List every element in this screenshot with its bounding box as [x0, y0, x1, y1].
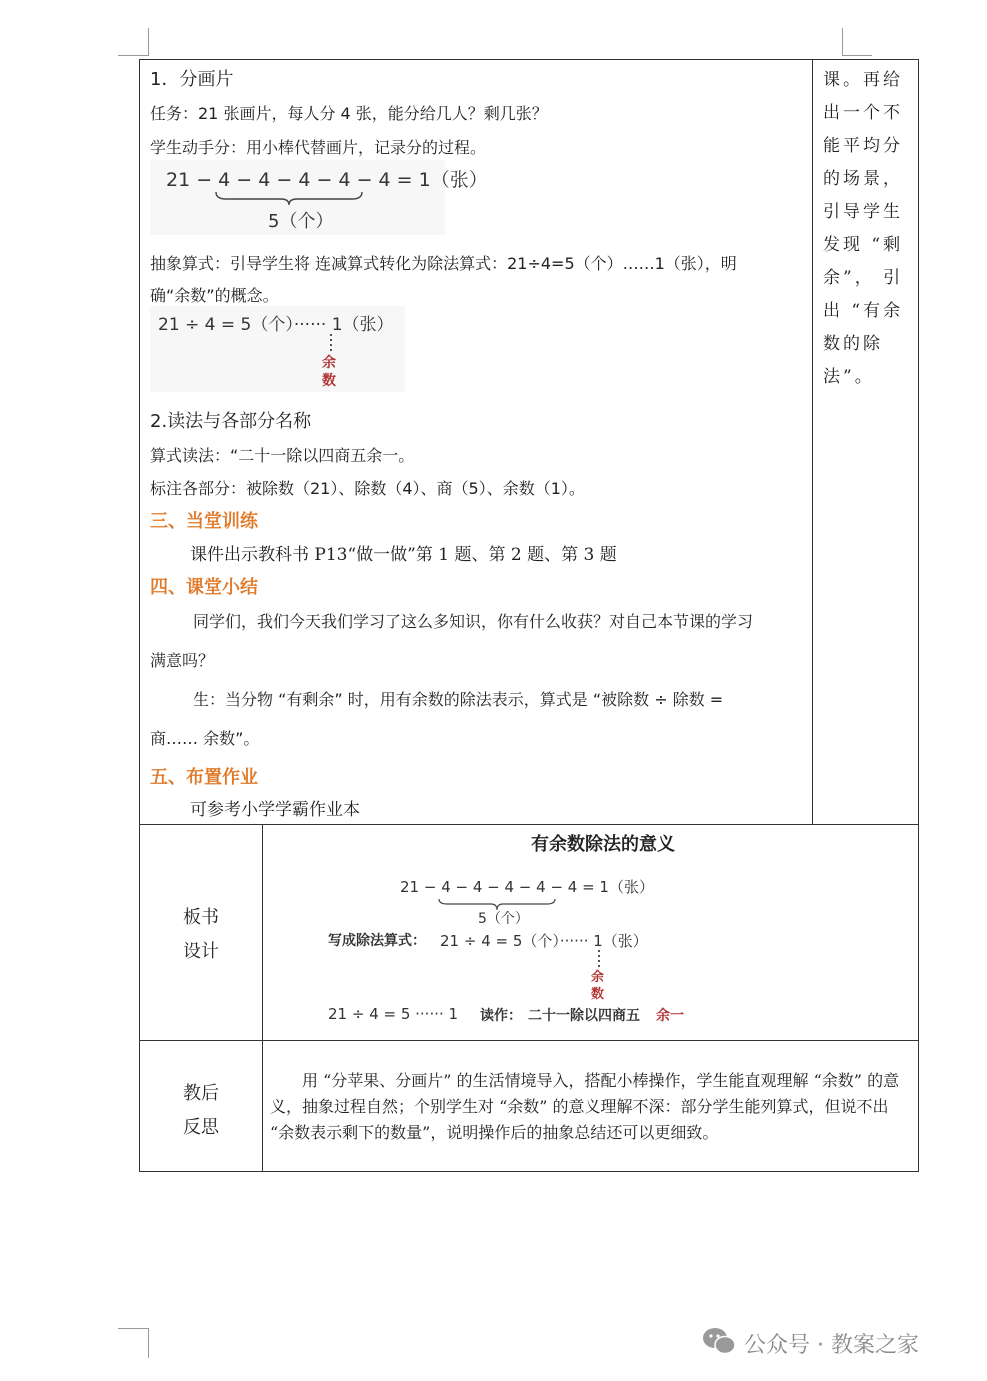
board-title: 有余数除法的意义 [531, 834, 675, 855]
practice-text: 课件出示教科书 P13“做一做”第 1 题、第 2 题、第 3 题 [190, 545, 617, 565]
side-note-line: 出 “有余 [823, 301, 904, 321]
board-short-formula: 21 ÷ 4 = 5 ······ 1 [328, 1005, 459, 1023]
summary-text: 生：当分物 “有剩余” 时，用有余数的除法表示，算式是 “被除数 ÷ 除数 = [193, 690, 724, 709]
board-remainder-label: 数 [591, 987, 605, 1002]
summary-text: 商…… 余数”。 [150, 729, 260, 748]
homework-text: 可参考小学学霸作业本 [190, 800, 360, 820]
abstract-text: 抽象算式：引导学生将 连减算式转化为除法算式：21÷4=5（个）……1（张），明 [150, 254, 737, 273]
wechat-icon [702, 1326, 736, 1356]
crop-mark [842, 28, 843, 56]
section-heading: 三、当堂训练 [150, 511, 258, 532]
watermark-text: 公众号 · 教案之家 [744, 1333, 919, 1358]
reflection-label: 教后 反思 [183, 1083, 219, 1138]
side-note [823, 64, 903, 394]
section-heading: 五、布置作业 [150, 767, 258, 788]
crop-mark [118, 1328, 148, 1329]
division-formula: 21 ÷ 4 = 5（个）······ 1（张） [158, 315, 394, 335]
crop-mark [148, 28, 149, 56]
side-note-line: 数的除 [823, 334, 883, 354]
crop-mark [148, 1328, 149, 1358]
side-note-line: 的场景， [823, 169, 903, 189]
reflection-text: 用 “分苹果、分画片” 的生活情境导入，搭配小棒操作，学生能直观理解 “余数” 的意义，抽象过程自然；个别学生对 “余数” 的意义理解不深：部分学生能列算式，但说不出 “余数表示剩下的数量”，说明操作后的抽象总结还可以更细致。 [270, 1071, 900, 1142]
dotted-line-icon [328, 334, 334, 354]
section-title: 2.读法与各部分名称 [150, 411, 312, 432]
brace-label: 5（个） [268, 211, 334, 232]
side-note-line: 法”。 [823, 367, 875, 387]
board-label: 板书 设计 [183, 907, 219, 962]
board-remainder-label: 余 [591, 970, 605, 985]
summary-text: 同学们，我们今天我们学习了这么多知识，你有什么收获？对自己本节课的学习 [193, 612, 754, 631]
side-note-line: 引导学生 [823, 202, 903, 222]
subtraction-formula: 21 − 4 − 4 − 4 − 4 − 4 = 1（张） [166, 169, 488, 191]
side-note-line: 发现 “剩 [823, 235, 904, 255]
read-as-text: 二十一除以四商五 [528, 1008, 640, 1024]
crop-mark [118, 55, 148, 56]
division-formula-image [150, 306, 405, 392]
hands-on-text: 学生动手分：用小棒代替画片，记录分的过程。 [150, 138, 487, 157]
side-note-line: 余”， 引 [823, 268, 904, 288]
section-title: 1．分画片 [150, 69, 234, 90]
side-note-line: 出一个不 [823, 103, 903, 123]
subtraction-formula-image [150, 160, 488, 235]
brace-icon [214, 190, 364, 206]
board-subtraction-formula: 21 − 4 − 4 − 4 − 4 − 4 = 1（张） [400, 878, 654, 896]
read-as-label: 读作： [480, 1008, 522, 1024]
abstract-text: 确“余数”的概念。 [150, 286, 279, 305]
task-text: 任务：21 张画片，每人分 4 张，能分给几人？剩几张？ [150, 104, 548, 123]
read-as-highlight: 余一 [656, 1008, 684, 1024]
write-as-label: 写成除法算式： [328, 933, 426, 949]
reading-text: 算式读法：“二十一除以四商五余一。 [150, 446, 415, 465]
table-divider [812, 59, 813, 825]
board-diagram [320, 866, 720, 1031]
board-division-formula: 21 ÷ 4 = 5（个）······ 1（张） [440, 932, 648, 950]
side-note-line: 能平均分 [823, 136, 903, 156]
table-divider [139, 1040, 918, 1041]
parts-text: 标注各部分：被除数（21）、除数（4）、商（5）、余数（1）。 [150, 479, 585, 498]
summary-text: 满意吗？ [150, 651, 215, 670]
remainder-label: 余 [322, 355, 336, 371]
table-divider [262, 824, 263, 1171]
section-heading: 四、课堂小结 [150, 577, 258, 598]
side-note-line: 课。再给 [823, 70, 903, 90]
board-brace-label: 5（个） [478, 911, 529, 927]
table-divider [139, 824, 918, 825]
remainder-label: 数 [322, 373, 336, 389]
crop-mark [842, 55, 872, 56]
